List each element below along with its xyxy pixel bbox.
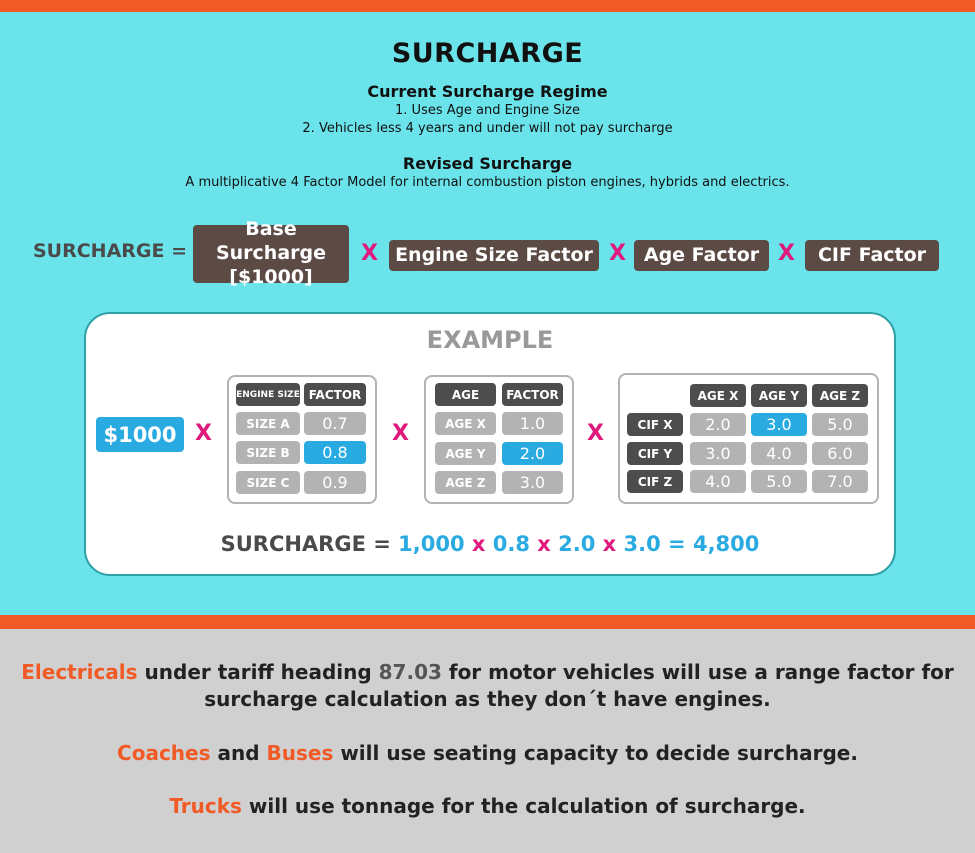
cif-value: 4.0: [690, 470, 746, 493]
multiply-sign: X: [778, 241, 795, 266]
base-surcharge-line2: [$1000]: [229, 265, 313, 288]
multiply-sign: x: [471, 532, 486, 556]
age-factor-value: 1.0: [502, 412, 563, 435]
cif-col-header: AGE Y: [751, 384, 807, 407]
cif-value-selected: 3.0: [751, 413, 807, 436]
result-base: 1,000: [398, 532, 465, 556]
multiply-sign: X: [361, 241, 378, 266]
note-text: and: [210, 741, 267, 765]
age-factor-selected: 2.0: [502, 442, 563, 465]
example-title: EXAMPLE: [426, 326, 554, 354]
cif-row-label: CIF Z: [627, 470, 683, 493]
cif-value: 3.0: [690, 442, 746, 465]
age-factor-pill: Age Factor: [634, 240, 769, 271]
multiply-sign: x: [537, 532, 551, 556]
age-row-label: AGE X: [435, 412, 496, 435]
engine-factor-header: FACTOR: [304, 383, 366, 406]
engine-factor-selected: 0.8: [304, 441, 366, 464]
result-age-factor: 2.0: [558, 532, 596, 556]
result-total: 4,800: [692, 532, 760, 556]
cif-value: 2.0: [690, 413, 746, 436]
note-keyword-trucks: Trucks: [169, 794, 242, 818]
age-header: AGE: [435, 383, 496, 406]
formula-label: SURCHARGE =: [33, 240, 188, 262]
note-text: for motor vehicles will use a range factor for: [441, 660, 954, 684]
note-text: surcharge calculation as they don´t have engines.: [204, 687, 771, 711]
note-keyword-coaches: Coaches: [117, 741, 211, 765]
result-cif-factor: 3.0: [623, 532, 661, 556]
current-regime-point-1: 1. Uses Age and Engine Size: [395, 103, 580, 118]
top-accent-bar: [0, 0, 975, 12]
note-keyword-electricals: Electricals: [21, 660, 138, 684]
cif-row-label: CIF X: [627, 413, 683, 436]
result-engine-factor: 0.8: [492, 532, 530, 556]
cif-value: 7.0: [812, 470, 868, 493]
cif-value: 4.0: [751, 442, 807, 465]
equals-sign: =: [668, 532, 686, 556]
age-factor-header: FACTOR: [502, 383, 563, 406]
cif-row-label: CIF Y: [627, 442, 683, 465]
cif-col-header: AGE X: [690, 384, 746, 407]
base-surcharge-pill: [193, 218, 349, 288]
result-label: SURCHARGE =: [220, 532, 391, 556]
current-regime-heading: Current Surcharge Regime: [367, 82, 608, 101]
note-text: will use tonnage for the calculation of surcharge.: [241, 794, 806, 818]
engine-size-header: ENGINE SIZE: [236, 383, 300, 406]
divider-bar: [0, 615, 975, 629]
note-coaches-buses: [0, 740, 975, 767]
note-trucks: [0, 793, 975, 820]
multiply-sign: X: [195, 421, 212, 446]
page-title: SURCHARGE: [391, 38, 584, 69]
multiply-sign: x: [602, 532, 617, 556]
cif-value: 5.0: [751, 470, 807, 493]
note-text: under tariff heading: [137, 660, 379, 684]
multiply-sign: X: [609, 241, 626, 266]
cif-value: 5.0: [812, 413, 868, 436]
example-amount: $1000: [96, 417, 184, 452]
engine-factor-value: 0.9: [304, 471, 366, 494]
cif-table: [618, 373, 879, 504]
base-surcharge-line1: Base Surcharge: [215, 218, 327, 265]
multiply-sign: X: [587, 421, 604, 446]
cif-col-header: AGE Z: [812, 384, 868, 407]
age-row-label: AGE Z: [435, 471, 496, 494]
note-tariff-heading: 87.03: [378, 660, 442, 684]
cif-factor-pill: CIF Factor: [805, 240, 939, 271]
engine-row-label: SIZE C: [236, 471, 300, 494]
age-factor-value: 3.0: [502, 471, 563, 494]
note-keyword-buses: Buses: [266, 741, 334, 765]
current-regime-point-2: 2. Vehicles less 4 years and under will not pay surcharge: [302, 121, 673, 136]
engine-row-label: SIZE B: [236, 441, 300, 464]
age-table: [424, 375, 574, 504]
engine-size-table: [227, 375, 377, 504]
revised-surcharge-description: A multiplicative 4 Factor Model for internal combustion piston engines, hybrids and electrics.: [185, 175, 790, 190]
cif-value: 6.0: [812, 442, 868, 465]
note-electricals: [0, 659, 975, 713]
engine-factor-value: 0.7: [304, 412, 366, 435]
multiply-sign: X: [392, 421, 409, 446]
age-row-label: AGE Y: [435, 442, 496, 465]
example-result: [84, 532, 896, 556]
note-text: will use seating capacity to decide surcharge.: [333, 741, 858, 765]
engine-row-label: SIZE A: [236, 412, 300, 435]
revised-surcharge-heading: Revised Surcharge: [402, 154, 573, 173]
engine-size-factor-pill: Engine Size Factor: [389, 240, 599, 271]
